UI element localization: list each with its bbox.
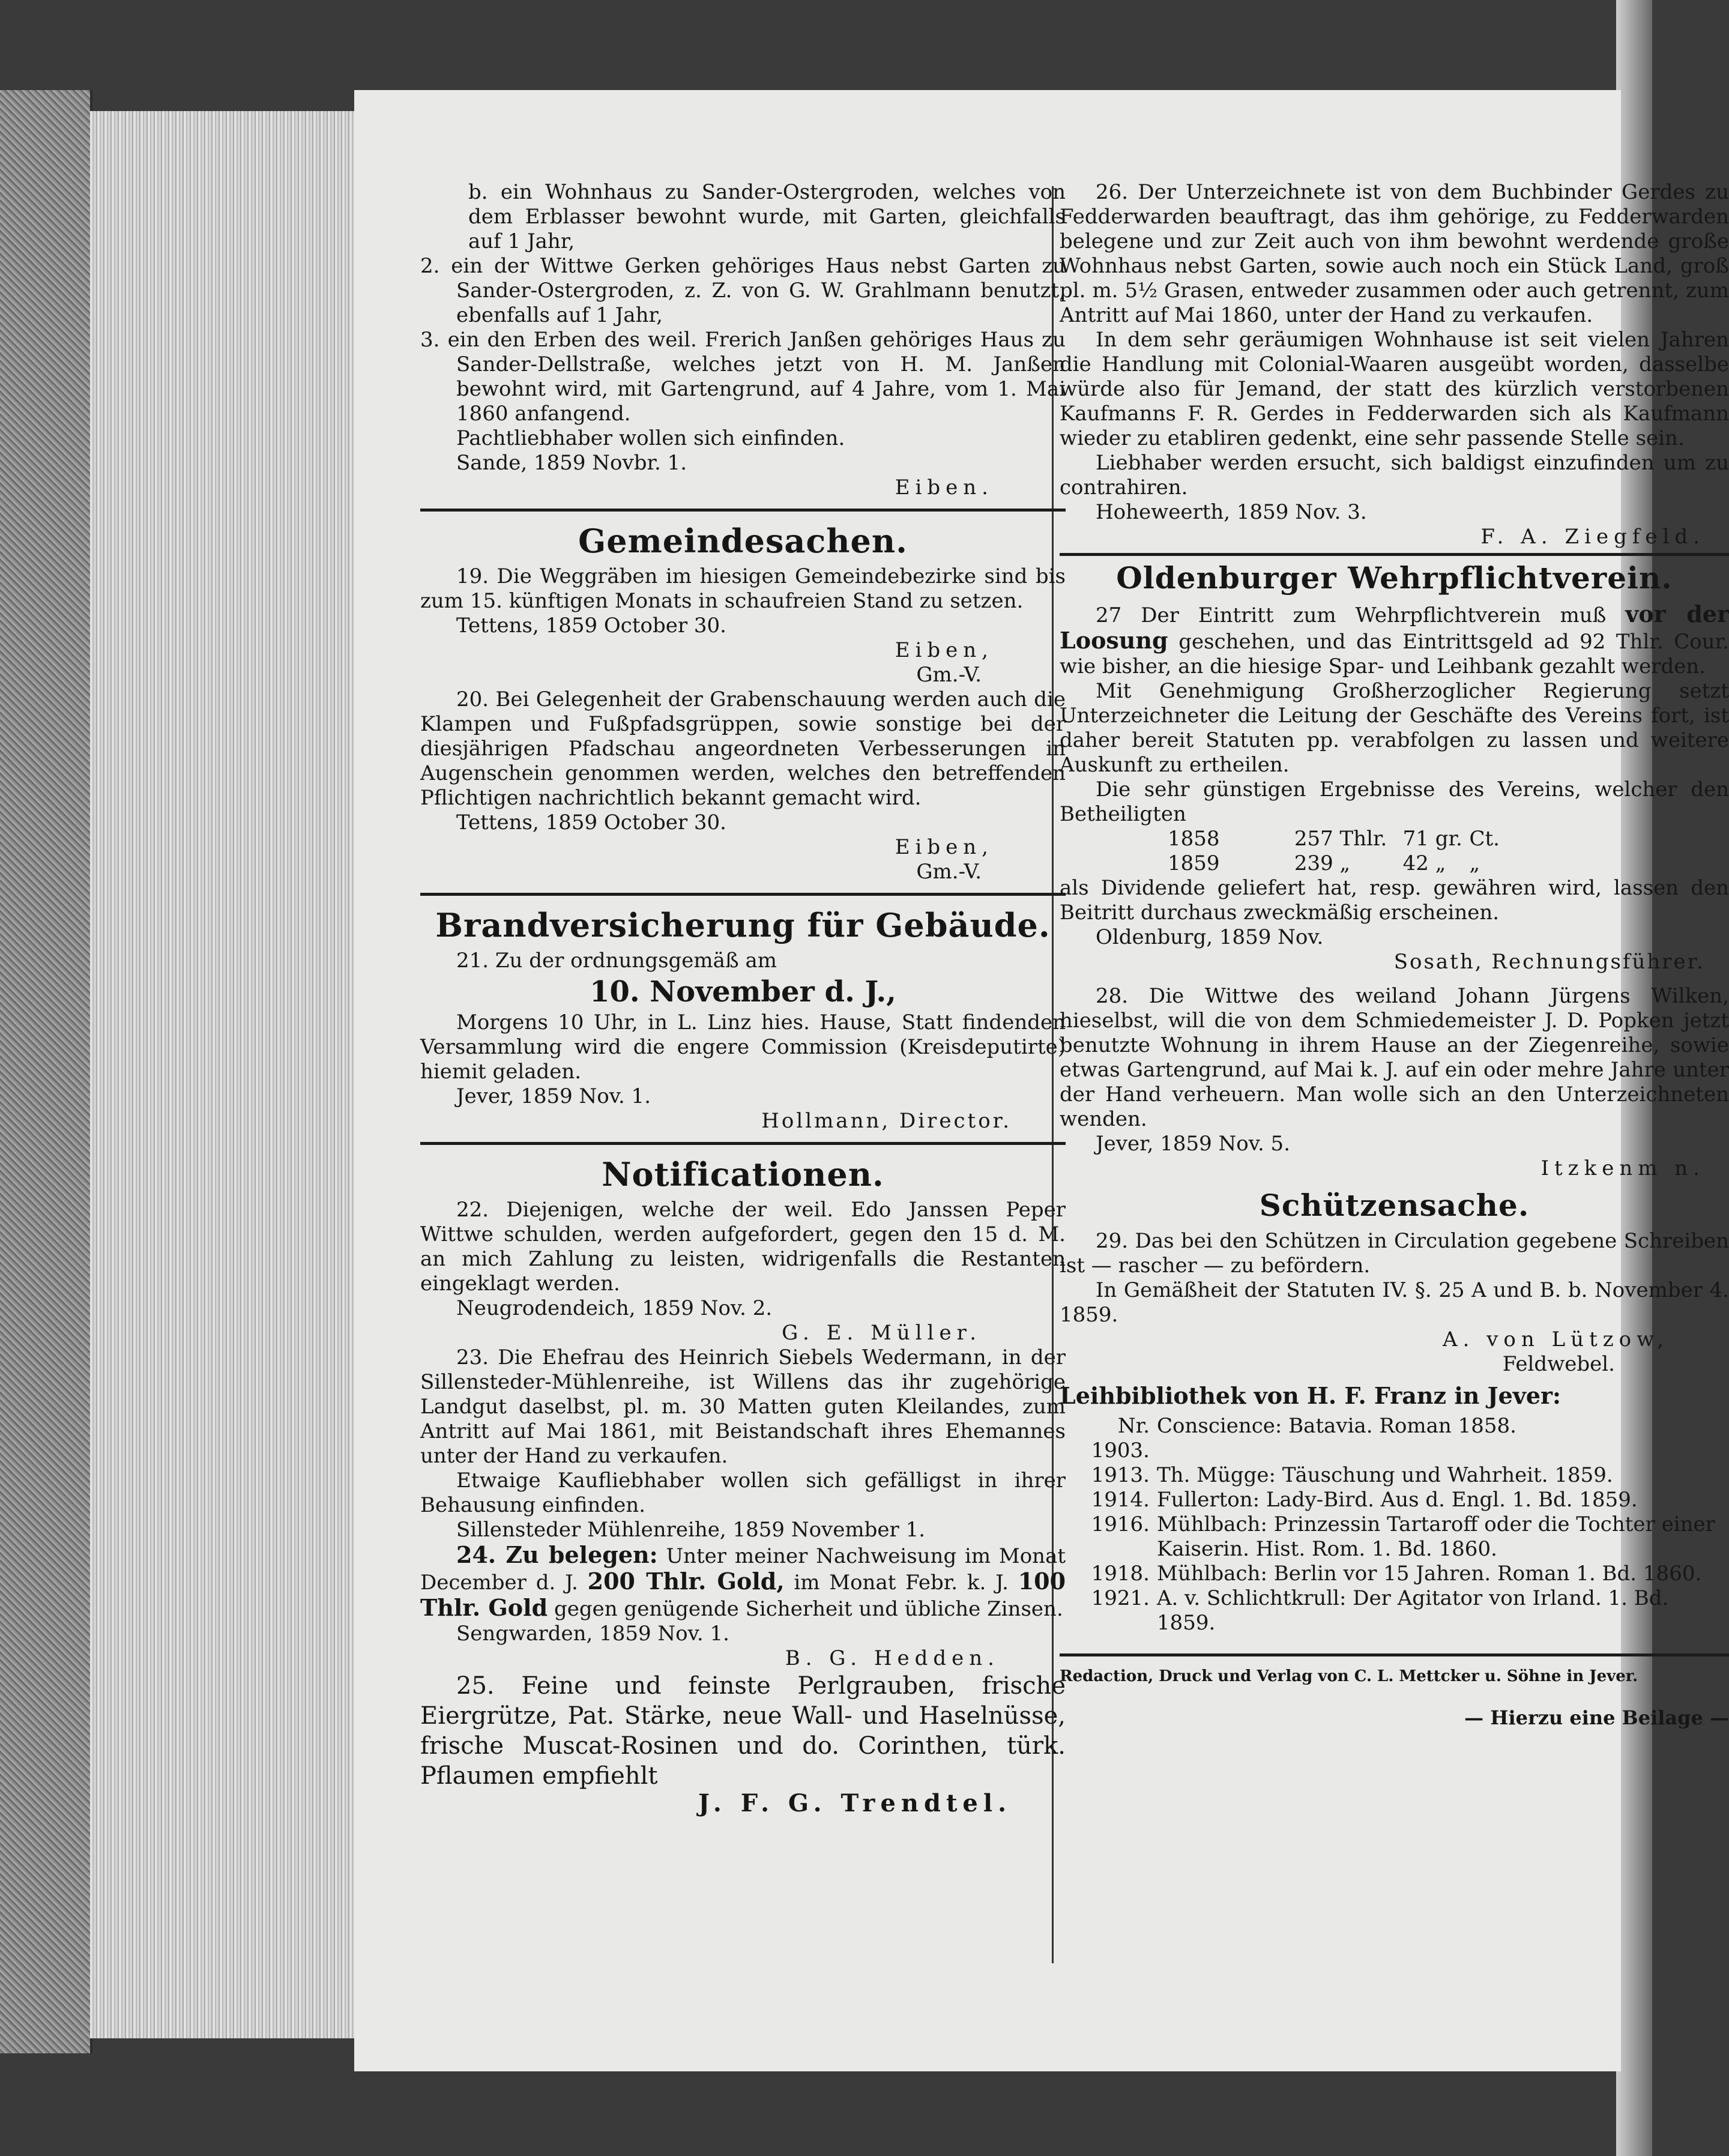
dividend-ct: „ — [1469, 851, 1480, 875]
item-27-text-b: geschehen, und das Eintrittsgeld ad 92 Thlr. Cour. wie bisher, an die hiesige Spar- und Leihbank gezahlt werden. — [1060, 630, 1729, 678]
item-22-signature: G. E. Müller. — [782, 1321, 982, 1345]
dividend-year: 1858 — [1168, 827, 1220, 851]
item-29-rank: Feldwebel. — [1502, 1352, 1615, 1376]
item-27-regulation: Mit Genehmigung Großherzoglicher Regierung setzt Unterzeichneter die Leitung der Geschäfte des Vereins fort, ist daher bereit Statuten pp. verabfolgen zu lassen und weitere Auskunft zu ertheilen. — [1060, 679, 1729, 777]
library-entry-title: Mühlbach: Berlin vor 15 Jahren. Roman 1. Bd. 1860. — [1157, 1562, 1702, 1586]
library-entry-number: 1921. — [1091, 1586, 1150, 1610]
section-rule — [420, 893, 1066, 896]
left-column — [420, 180, 1066, 1816]
item-28-signature: Itzkenm n. — [1540, 1156, 1705, 1180]
item-21-intro: 21. Zu der ordnungsgemäß am — [456, 949, 777, 973]
item-21-date: 10. November d. J., — [590, 975, 896, 1009]
item-23: 23. Die Ehefrau des Heinrich Siebels Wedermann, in der Sillensteder-Mühlenreihe, ist Willens das ihr zugehörige Landgut daselbst, pl. m. 30 Matten guten Kleilandes, zum Antritt auf Mai 1861, mit Beistandschaft ihres Ehemannes unter der Hand zu verkaufen. — [420, 1345, 1066, 1468]
dividend-gr: 71 gr. — [1402, 827, 1462, 851]
page-edges — [90, 111, 356, 2038]
intro-place-date: Sande, 1859 Novbr. 1. — [456, 451, 687, 475]
library-entry-number: 1916. — [1091, 1512, 1150, 1536]
item-29: 29. Das bei den Schützen in Circulation gegebene Schreiben ist — rascher — zu befördern. — [1060, 1229, 1729, 1278]
item-19-place: Tettens, 1859 October 30. — [456, 614, 726, 638]
item-24-amount-1: 200 Thlr. Gold, — [587, 1568, 785, 1595]
dividend-gr: 42 „ — [1402, 851, 1446, 875]
library-entry-title: A. v. Schlichtkrull: Der Agitator von Irland. 1. Bd. 1859. — [1157, 1586, 1669, 1635]
item-27-results: Die sehr günstigen Ergebnisse des Vereins, welcher den Betheiligten — [1060, 778, 1729, 826]
item-28-place: Jever, 1859 Nov. 5. — [1096, 1132, 1290, 1156]
item-20-place: Tettens, 1859 October 30. — [456, 811, 726, 835]
wehrpflichtverein-heading: Oldenburger Wehrpflichtverein. — [1116, 560, 1673, 596]
section-rule — [420, 509, 1066, 512]
intro-item-b: b. ein Wohnhaus zu Sander-Ostergroden, welches von dem Erblasser bewohnt wurde, mit Garten, gleichfalls auf 1 Jahr, — [468, 180, 1066, 253]
leihbibliothek-heading: Leihbibliothek von H. F. Franz in Jever: — [1060, 1382, 1562, 1409]
library-entry — [1060, 1488, 1729, 1512]
item-20: 20. Bei Gelegenheit der Grabenschauung werden auch die Klampen und Fußpfadsgrüppen, sowie sonstige bei der diesjährigen Pfadschau angeordneten Verbesserungen in Augenschein genommen werden, welches den betreffenden Pflichtigen nachrichtlich bekannt gemacht wird. — [420, 687, 1066, 810]
item-19-signature: Eiben, — [895, 638, 994, 662]
item-27 — [1060, 602, 1729, 679]
imprint: Redaction, Druck und Verlag von C. L. Mettcker u. Söhne in Jever. — [1060, 1667, 1638, 1685]
intro-item-3: 3. ein den Erben des weil. Frerich Janßen gehöriges Haus zu Sander-Dellstraße, welches jetzt von H. M. Janßen bewohnt wird, mit Gartengrund, auf 4 Jahre, vom 1. Mai 1860 anfangend. — [420, 328, 1066, 426]
dividend-ct: Ct. — [1469, 827, 1500, 851]
library-entry-title: Conscience: Batavia. Roman 1858. — [1157, 1414, 1516, 1438]
library-entry-number: 1918. — [1091, 1562, 1150, 1586]
item-20-office: Gm.-V. — [916, 860, 982, 884]
item-24-lead: 24. Zu belegen: — [456, 1541, 658, 1568]
item-19: 19. Die Weggräben im hiesigen Gemeindebezirke sind bis zum 15. künftigen Monats in schaufreien Stand zu setzen. — [420, 564, 1066, 613]
item-27-place: Oldenburg, 1859 Nov. — [1096, 925, 1324, 949]
notificationen-heading: Notificationen. — [602, 1155, 884, 1194]
supplement-note: — Hierzu eine Beilage — — [1464, 1706, 1729, 1729]
dividend-thlr: 257 Thlr. — [1294, 827, 1387, 851]
library-entry-title: Th. Mügge: Täuschung und Wahrheit. 1859. — [1157, 1463, 1613, 1487]
library-entry — [1060, 1586, 1729, 1635]
item-25: 25. Feine und feinste Perlgrauben, frische Eiergrütze, Pat. Stärke, neue Wall- und Haselnüsse, frische Muscat-Rosinen und do. Corinthen, türk. Pflaumen empfiehlt — [420, 1672, 1066, 1790]
item-21-place: Jever, 1859 Nov. 1. — [456, 1084, 651, 1108]
brandversicherung-heading: Brandversicherung für Gebäude. — [435, 906, 1051, 944]
item-26-signature: F. A. Ziegfeld. — [1480, 525, 1705, 549]
library-entry — [1060, 1463, 1729, 1488]
section-rule — [1060, 1653, 1729, 1656]
right-column — [1060, 180, 1729, 1749]
item-22-place: Neugrodendeich, 1859 Nov. 2. — [456, 1296, 773, 1320]
item-27-emphasis: vor der Loosung — [1060, 600, 1729, 654]
library-entry-number: 1913. — [1091, 1463, 1150, 1487]
item-26-place: Hoheweerth, 1859 Nov. 3. — [1096, 500, 1367, 524]
library-entry-number: 1914. — [1091, 1488, 1150, 1512]
library-entry — [1060, 1512, 1729, 1562]
schuetzensache-heading: Schützensache. — [1259, 1188, 1530, 1223]
item-24-text-c: gegen genügende Sicherheit und übliche Zinsen. — [554, 1597, 1063, 1621]
item-24-text-a: Unter meiner Nachweisung im Monat December d. J. — [420, 1544, 1066, 1595]
item-26: 26. Der Unterzeichnete ist von dem Buchbinder Gerdes zu Fedderwarden beauftragt, das ihm gehörige, zu Fedderwarden belegene und zur Zeit auch von ihm bewohnt werdende große Wohnhaus nebst Garten, sowie auch noch ein Stück Land, groß pl. m. 5½ Grasen, entweder zusammen oder auch getrennt, zum Antritt auf Mai 1860, unter der Hand zu verkaufen. — [1060, 180, 1729, 327]
item-27-signature: Sosath, Rechnungsführer. — [1393, 950, 1705, 974]
dividend-year: 1859 — [1168, 851, 1220, 875]
item-25-signature: J. F. G. Trendtel. — [698, 1789, 1012, 1817]
section-rule — [1060, 553, 1729, 556]
intro-note: Pachtliebhaber wollen sich einfinden. — [456, 426, 845, 450]
item-27-text-a: 27 Der Eintritt zum Wehrpflichtverein muß — [1096, 603, 1607, 627]
gemeindesachen-heading: Gemeindesachen. — [578, 522, 908, 560]
item-24-amount-2: 100 Thlr. Gold — [420, 1568, 1066, 1621]
item-19-office: Gm.-V. — [916, 663, 982, 687]
section-rule — [420, 1142, 1066, 1145]
newspaper-page — [354, 90, 1729, 2071]
item-23-note: Etwaige Kaufliebhaber wollen sich gefälligst in ihrer Behausung einfinden. — [420, 1469, 1066, 1517]
item-20-signature: Eiben, — [895, 835, 994, 859]
book-spine — [0, 90, 92, 2053]
item-22: 22. Diejenigen, welche der weil. Edo Janssen Peper Wittwe schulden, werden aufgefordert, gegen den 15 d. M. an mich Zahlung zu leisten, widrigenfalls die Restanten eingeklagt werden. — [420, 1198, 1066, 1296]
dividend-row — [1060, 851, 1729, 876]
item-21-signature: Hollmann, Director. — [761, 1109, 1012, 1133]
library-entry-number: Nr. 1903. — [1091, 1414, 1150, 1463]
item-27-conclusion: als Dividende geliefert hat, resp. gewähren wird, lassen den Beitritt durchaus zweckmäßig erscheinen. — [1060, 876, 1729, 925]
library-entry — [1060, 1562, 1729, 1586]
dividend-row — [1060, 827, 1729, 851]
item-24 — [420, 1542, 1066, 1622]
library-entry-title: Fullerton: Lady-Bird. Aus d. Engl. 1. Bd. 1859. — [1157, 1488, 1638, 1512]
library-entry-title: Mühlbach: Prinzessin Tartaroff oder die Tochter einer Kaiserin. Hist. Rom. 1. Bd. 1860. — [1157, 1512, 1715, 1561]
item-29-signature: A. von Lützow, — [1443, 1327, 1669, 1351]
item-24-signature: B. G. Hedden. — [785, 1646, 1000, 1670]
item-24-place: Sengwarden, 1859 Nov. 1. — [456, 1622, 729, 1646]
item-26-store: In dem sehr geräumigen Wohnhause ist seit vielen Jahren die Handlung mit Colonial-Waaren ausgeübt worden, dasselbe würde also für Jemand, der statt des kürzlich verstorbenen Kaufmanns F. R. Gerdes in Fedderwarden sich als Kaufmann wieder zu etabliren gedenkt, eine sehr passende Stelle sein. — [1060, 328, 1729, 450]
item-29-statute: In Gemäßheit der Statuten IV. §. 25 A und B. b. November 4. 1859. — [1060, 1278, 1729, 1327]
item-26-note: Liebhaber werden ersucht, sich baldigst einzufinden um zu contrahiren. — [1060, 451, 1729, 500]
item-28: 28. Die Wittwe des weiland Johann Jürgens Wilken, hieselbst, will die von dem Schmiedemeister J. D. Popken jetzt benutzte Wohnung in ihrem Hause an der Ziegenreihe, sowie etwas Gartengrund, auf Mai k. J. auf ein oder mehre Jahre unter der Hand verheuern. Man wolle sich an den Unterzeichneten wenden. — [1060, 984, 1729, 1131]
dividend-thlr: 239 „ — [1294, 851, 1351, 875]
intro-signature: Eiben. — [895, 476, 994, 500]
item-24-text-b: im Monat Febr. k. J. — [794, 1571, 1009, 1595]
library-entry — [1060, 1414, 1729, 1463]
item-23-place: Sillensteder Mühlenreihe, 1859 November 1. — [456, 1518, 926, 1542]
intro-item-2: 2. ein der Wittwe Gerken gehöriges Haus nebst Garten zu Sander-Ostergroden, z. Z. von G. W. Grahlmann benutzt, ebenfalls auf 1 Jahr, — [420, 254, 1066, 327]
item-21-text: Morgens 10 Uhr, in L. Linz hies. Hause, Statt findenden Versammlung wird die engere Commission (Kreisdeputirte) hiemit geladen. — [420, 1010, 1066, 1084]
